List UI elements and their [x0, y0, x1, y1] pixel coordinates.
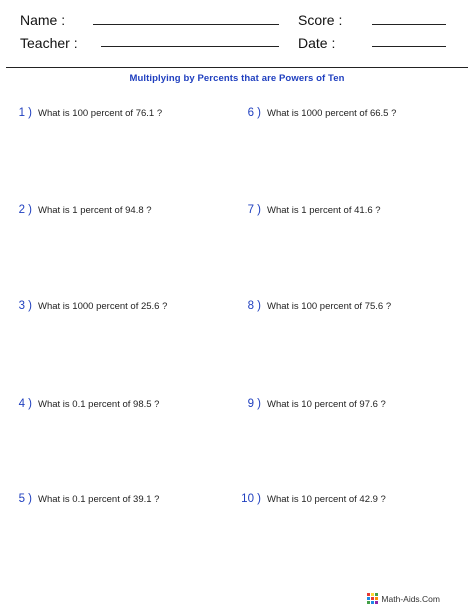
logo-square	[375, 597, 378, 600]
site-logo-text: Math-Aids.Com	[381, 593, 440, 604]
problem-number: 5 )	[18, 493, 32, 505]
date-label: Date :	[298, 35, 336, 51]
score-line[interactable]	[372, 24, 446, 25]
problem-number: 9 )	[247, 398, 261, 410]
problem-number: 4 )	[18, 398, 32, 410]
problem-item	[12, 300, 167, 312]
problem-text: What is 10 percent of 97.6 ?	[267, 399, 386, 410]
logo-square	[367, 601, 370, 604]
logo-square	[367, 593, 370, 596]
problem-item	[12, 107, 162, 119]
grid-logo-icon	[367, 593, 378, 604]
logo-square	[375, 601, 378, 604]
logo-square	[371, 593, 374, 596]
score-label: Score :	[298, 12, 343, 28]
problem-number: 7 )	[247, 204, 261, 216]
date-line[interactable]	[372, 46, 446, 47]
teacher-label: Teacher :	[20, 35, 78, 51]
problem-number: 10 )	[241, 493, 261, 505]
name-line[interactable]	[93, 24, 279, 25]
worksheet-title: Multiplying by Percents that are Powers of Ten	[129, 73, 345, 84]
problem-text: What is 1 percent of 41.6 ?	[267, 205, 381, 216]
logo-square	[367, 597, 370, 600]
problem-text: What is 0.1 percent of 98.5 ?	[38, 399, 160, 410]
site-logo	[367, 593, 440, 604]
teacher-line[interactable]	[101, 46, 279, 47]
problem-text: What is 1000 percent of 66.5 ?	[267, 108, 397, 119]
problem-text: What is 1000 percent of 25.6 ?	[38, 301, 168, 312]
problem-item	[234, 493, 386, 505]
problem-item	[234, 300, 391, 312]
header-divider	[6, 67, 468, 68]
problem-number: 1 )	[18, 107, 32, 119]
problem-text: What is 100 percent of 75.6 ?	[267, 301, 392, 312]
problem-item	[234, 398, 386, 410]
problem-item	[12, 204, 152, 216]
problem-number: 6 )	[247, 107, 261, 119]
problem-item	[234, 204, 381, 216]
logo-square	[375, 593, 378, 596]
problem-text: What is 10 percent of 42.9 ?	[267, 494, 386, 505]
problem-text: What is 0.1 percent of 39.1 ?	[38, 494, 160, 505]
logo-square	[371, 597, 374, 600]
problem-text: What is 1 percent of 94.8 ?	[38, 205, 152, 216]
problem-number: 8 )	[247, 300, 261, 312]
logo-square	[371, 601, 374, 604]
problem-number: 2 )	[18, 204, 32, 216]
problem-item	[12, 493, 159, 505]
problem-number: 3 )	[18, 300, 32, 312]
problem-item	[12, 398, 159, 410]
name-label: Name :	[20, 12, 66, 28]
problem-item	[234, 107, 396, 119]
problem-text: What is 100 percent of 76.1 ?	[38, 108, 163, 119]
